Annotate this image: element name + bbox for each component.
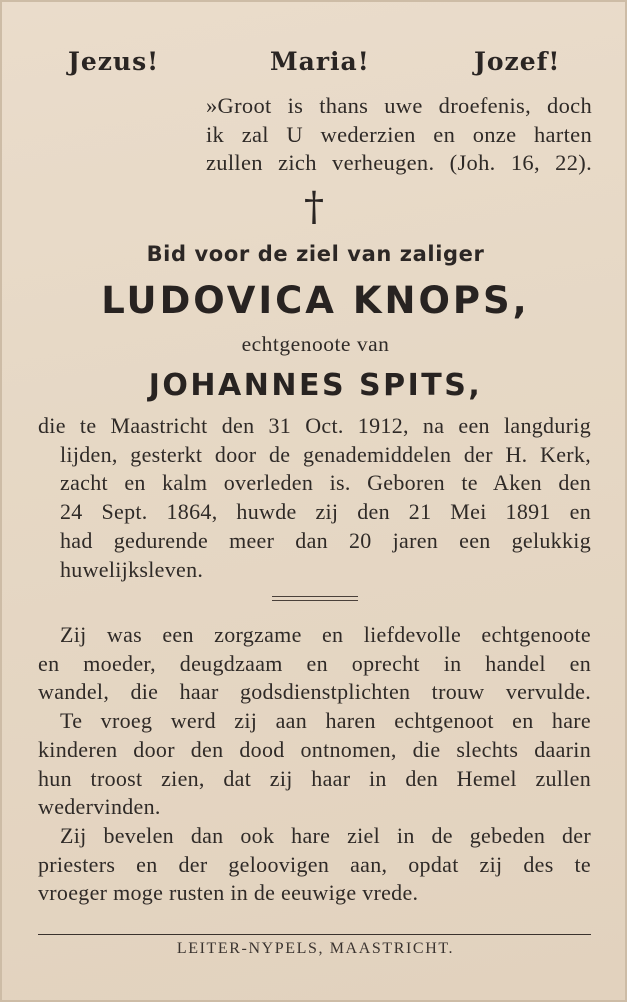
invocation-header bbox=[2, 47, 627, 87]
bio-line: had gedurende meer dan 20 jaren een gelukkig bbox=[60, 527, 591, 553]
invocation-jezus: Jezus! bbox=[68, 47, 160, 76]
praise-line: Zij bevelen dan ook hare ziel in de gebeden der bbox=[60, 822, 591, 848]
spouse-name: JOHANNES SPITS, bbox=[148, 368, 483, 403]
cross-icon: † bbox=[304, 184, 324, 230]
deceased-name: LUDOVICA KNOPS, bbox=[101, 279, 530, 322]
biography-paragraph bbox=[38, 412, 591, 584]
invocation-maria: Maria! bbox=[270, 47, 370, 76]
praise-paragraph bbox=[38, 621, 591, 908]
bio-line: die te Maastricht den 31 Oct. 1912, na een langdurig bbox=[38, 413, 591, 438]
printer-imprint: LEITER-NYPELS, MAASTRICHT. bbox=[176, 940, 455, 957]
quote-line: ik zal U wederzien en onze harten bbox=[206, 121, 592, 147]
praise-line: hun troost zien, dat zij haar in den Hemel zullen bbox=[38, 765, 591, 791]
bio-line: huwelijksleven. bbox=[60, 556, 204, 582]
quote-line: »Groot is thans uwe droefenis, doch bbox=[206, 93, 592, 118]
praise-line: wandel, die haar godsdienstplichten trouw vervulde. bbox=[38, 679, 591, 705]
scripture-quote bbox=[206, 92, 592, 178]
quote-line: zullen zich verheugen. (Joh. 16, 22). bbox=[206, 150, 592, 175]
bio-line: lijden, gesterkt door de genademiddelen der H. Kerk, bbox=[60, 441, 591, 467]
bio-line: 24 Sept. 1864, huwde zij den 21 Mei 1891 en bbox=[60, 499, 591, 525]
spouse-intro: echtgenoote van bbox=[241, 332, 390, 356]
invocation-jozef: Jozef! bbox=[474, 47, 561, 76]
praise-line: Te vroeg werd zij aan haren echtgenoot en hare bbox=[60, 708, 591, 734]
prayer-heading: Bid voor de ziel van zaliger bbox=[146, 242, 485, 266]
praise-line: kinderen door den dood ontnomen, die slechts daarin bbox=[38, 736, 591, 762]
double-rule-divider bbox=[272, 596, 358, 601]
praise-line: vroeger moge rusten in de eeuwige vrede. bbox=[38, 880, 419, 906]
footer-rule bbox=[38, 934, 591, 935]
praise-line: wedervinden. bbox=[38, 794, 161, 820]
praise-line: priesters en der geloovigen aan, opdat zij des te bbox=[38, 851, 591, 877]
bio-line: zacht en kalm overleden is. Geboren te Aken den bbox=[60, 470, 591, 496]
praise-line: en moeder, deugdzaam en oprecht in handel en bbox=[38, 650, 591, 676]
praise-line: Zij was een zorgzame en liefdevolle echtgenoote bbox=[60, 622, 591, 647]
